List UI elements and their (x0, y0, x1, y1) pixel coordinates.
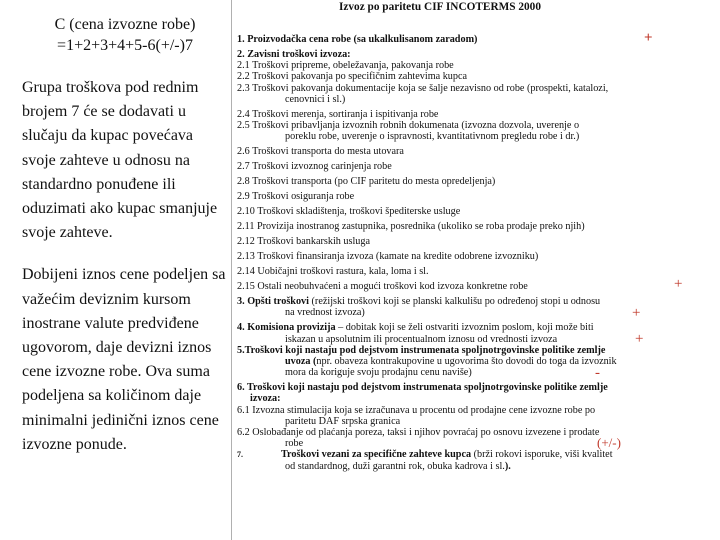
item-2-12: 2.12 Troškovi bankarskih usluga (237, 236, 371, 248)
formula-line-1: C (cena izvozne robe) (54, 16, 196, 33)
minus-marker: - (595, 365, 600, 382)
item-2-5: 2.5 Troškovi pribavljanja izvoznih robnih dokumenata (izvozna dozvola, uverenje o (237, 120, 580, 132)
item-2: 2. Zavisni troškovi izvoza: (237, 49, 351, 60)
left-column (22, 14, 228, 457)
item-2-11: 2.11 Provizija inostranog zastupnika, posrednika (ukoliko se roba prodaje preko njih) (237, 221, 585, 233)
price-formula (22, 14, 228, 56)
item-2-15: 2.15 Ostali neobuhvaćeni a mogući troškovi kod izvoza konkretne robe + (237, 276, 683, 293)
paragraph-group-7: Grupa troškova pod rednim brojem 7 će se dodavati u slučaju da kupac povećava svoje zahteve u odnosu na standardno ponuđene ili oduzimati ako kupac smanjuje svoje zahteve. (22, 79, 218, 242)
item-6-2: 6.2 Oslobađanje od plaćanja poreza, taksi i njihov povraćaj po osnovu izvezene i prodate (237, 427, 600, 439)
paragraph-amount: Dobijeni iznos cene podeljen sa važećim deviznim kursom inostrane valute predviđene ugovorom, daje devizni iznos cene izvozne robe. Ova suma podeljena sa količinom daje minimalni jedinični iznos cene izvozne ponude. (22, 266, 226, 453)
item-1: 1. Proizvodačka cena robe (sa ukalkulisanom zaradom) + (237, 30, 653, 46)
item-2-2: 2.2 Troškovi pakovanja po specifičnim zahtevima kupca (237, 71, 468, 83)
cif-title: Izvoz po paritetu CIF INCOTERMS 2000 (339, 1, 541, 13)
cost-list (237, 30, 715, 472)
item-2-8: 2.8 Troškovi transporta (po CIF paritetu do mesta opredeljenja) (237, 176, 496, 188)
item-3: 3. Opšti troškovi (režijski troškovi koji se planski kalkulišu po određenoj stopi u odnosu (237, 296, 601, 308)
item-6-2-cont: robe (+/-) (285, 435, 621, 451)
item-7-cont: od standardnog, duži garantni rok, obuka kadrova i sl.). (285, 460, 511, 472)
item-2-4: 2.4 Troškovi merenja, sortiranja i ispitivanja robe (237, 108, 439, 120)
item-2-10: 2.10 Troškovi skladištenja, troškovi špediterske usluge (237, 206, 461, 218)
item-6-cont: izvoza: (250, 393, 281, 405)
plus-marker: + (644, 30, 653, 46)
item-2-5-cont: poreklu robe, uverenje o ispravnosti, kvantitativnom pregledu robe i dr.) (285, 131, 580, 143)
plus-minus-marker: (+/-) (597, 435, 621, 451)
item-2-9: 2.9 Troškovi osiguranja robe (237, 191, 355, 203)
item-5: 5.Troškovi koji nastaju pod dejstvom instrumenata spoljnotrgovinske politike zemlje (237, 344, 606, 356)
item-6: 6. Troškovi koji nastaju pod dejstvom instrumenata spoljnotrgovinske politike zemlje (237, 382, 608, 394)
item-4: 4. Komisiona provizija – dobitak koji se želi ostvariti izvoznim poslom, koji može biti (237, 322, 594, 334)
item-2-7: 2.7 Troškovi izvoznog carinjenja robe (237, 161, 392, 173)
formula-line-2: =1+2+3+4+5-6(+/-)7 (57, 37, 193, 54)
item-6-1: 6.1 Izvozna stimulacija koja se izračunava u procentu od prodajne cene izvozne robe po (237, 404, 596, 416)
item-7: 7. Troškovi vezani za specifične zahteve kupca (brži rokovi isporuke, viši kvalitet (237, 449, 613, 461)
item-5-cont: uvoza (npr. obaveza kontrakupovine u ugovorima što dovodi do toga da izvoznik (285, 356, 617, 368)
plus-marker: + (674, 276, 683, 293)
item-2-1: 2.1 Troškovi pripreme, obeležavanja, pakovanja robe (237, 60, 454, 72)
plus-marker: + (635, 330, 644, 347)
column-divider (231, 0, 232, 540)
item-2-6: 2.6 Troškovi transporta do mesta utovara (237, 146, 404, 158)
item-2-14: 2.14 Uobičajni troškovi rastura, kala, loma i sl. (237, 266, 429, 278)
item-3-cont: na vrednost izvoza) + (285, 305, 641, 322)
item-5-cont-2: mora da koriguje svoju prodajnu cenu naviše) - (285, 365, 600, 382)
item-2-3: 2.3 Troškovi pakovanja dokumentacije koja se šalje nezavisno od robe (prospekti, katalozi, (237, 82, 609, 94)
item-4-cont: iskazan u apsolutnim ili procentualnom iznosu od vrednosti izvoza + (285, 330, 644, 347)
plus-marker: + (632, 305, 641, 322)
item-2-13: 2.13 Troškovi finansiranja izvoza (kamate na kredite odobrene izvozniku) (237, 251, 539, 263)
item-6-1-cont: paritetu DAF srpska granica (285, 415, 401, 427)
item-2-3-cont: cenovnici i sl.) (285, 93, 346, 105)
